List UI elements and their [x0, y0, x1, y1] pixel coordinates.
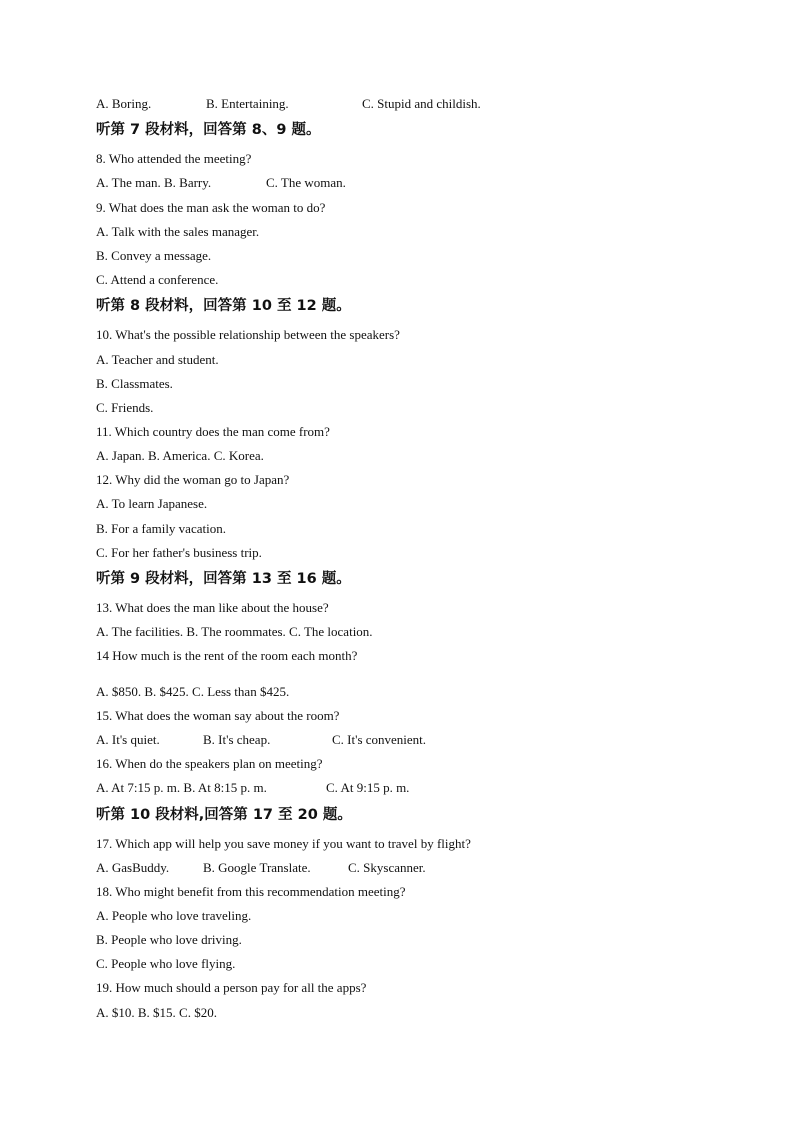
- q8-option-c: C. The woman.: [266, 175, 346, 190]
- q11-options: A. Japan. B. America. C. Korea.: [96, 448, 264, 463]
- q17-options-row: [96, 860, 696, 876]
- q15-option-a: A. It's quiet.: [96, 732, 160, 747]
- q7-options-row: [96, 96, 696, 112]
- q15-options-row: [96, 732, 696, 748]
- question-12: 12. Why did the woman go to Japan?: [96, 472, 290, 487]
- question-8: 8. Who attended the meeting?: [96, 151, 252, 166]
- question-15: 15. What does the woman say about the room?: [96, 708, 340, 723]
- question-11: 11. Which country does the man come from?: [96, 424, 330, 439]
- q7-option-b: B. Entertaining.: [206, 96, 289, 111]
- q18-option-a: A. People who love traveling.: [96, 908, 252, 923]
- question-13: 13. What does the man like about the house?: [96, 600, 329, 615]
- section-8-heading: 听第 8 段材料，回答第 10 至 12 题。: [96, 298, 351, 314]
- q9-option-b: B. Convey a message.: [96, 248, 212, 263]
- q13-options: A. The facilities. B. The roommates. C. The location.: [96, 624, 373, 639]
- q12-option-b: B. For a family vacation.: [96, 521, 226, 536]
- q10-option-a: A. Teacher and student.: [96, 352, 219, 367]
- q10-option-c: C. Friends.: [96, 400, 154, 415]
- q16-option-c: C. At 9:15 p. m.: [326, 780, 410, 795]
- q7-option-c: C. Stupid and childish.: [362, 96, 481, 111]
- q10-option-b: B. Classmates.: [96, 376, 173, 391]
- q8-options-row: [96, 175, 696, 191]
- question-19: 19. How much should a person pay for all the apps?: [96, 980, 367, 995]
- q15-option-c: C. It's convenient.: [332, 732, 427, 747]
- q14-options: A. $850. B. $425. C. Less than $425.: [96, 684, 290, 699]
- q19-options: A. $10. B. $15. C. $20.: [96, 1005, 217, 1020]
- section-7-heading: 听第 7 段材料，回答第 8、9 题。: [96, 122, 321, 138]
- q17-option-a: A. GasBuddy.: [96, 860, 170, 875]
- q16-options-ab: A. At 7:15 p. m. B. At 8:15 p. m.: [96, 780, 267, 795]
- question-14: 14 How much is the rent of the room each month?: [96, 648, 358, 663]
- question-18: 18. Who might benefit from this recommendation meeting?: [96, 884, 406, 899]
- q15-option-b: B. It's cheap.: [203, 732, 271, 747]
- question-9: 9. What does the man ask the woman to do?: [96, 200, 326, 215]
- question-16: 16. When do the speakers plan on meeting?: [96, 756, 323, 771]
- q18-option-c: C. People who love flying.: [96, 956, 236, 971]
- section-9-heading: 听第 9 段材料，回答第 13 至 16 题。: [96, 571, 351, 587]
- q17-option-b: B. Google Translate.: [203, 860, 311, 875]
- q8-options-ab: A. The man. B. Barry.: [96, 175, 212, 190]
- q9-option-a: A. Talk with the sales manager.: [96, 224, 260, 239]
- q12-option-c: C. For her father's business trip.: [96, 545, 262, 560]
- question-17: 17. Which app will help you save money if you want to travel by flight?: [96, 836, 471, 851]
- q18-option-b: B. People who love driving.: [96, 932, 242, 947]
- q7-option-a: A. Boring.: [96, 96, 152, 111]
- q17-option-c: C. Skyscanner.: [348, 860, 426, 875]
- q12-option-a: A. To learn Japanese.: [96, 496, 208, 511]
- section-10-heading: 听第 10 段材料,回答第 17 至 20 题。: [96, 807, 352, 823]
- question-10: 10. What's the possible relationship between the speakers?: [96, 327, 400, 342]
- q9-option-c: C. Attend a conference.: [96, 272, 219, 287]
- q16-options-row: [96, 780, 696, 796]
